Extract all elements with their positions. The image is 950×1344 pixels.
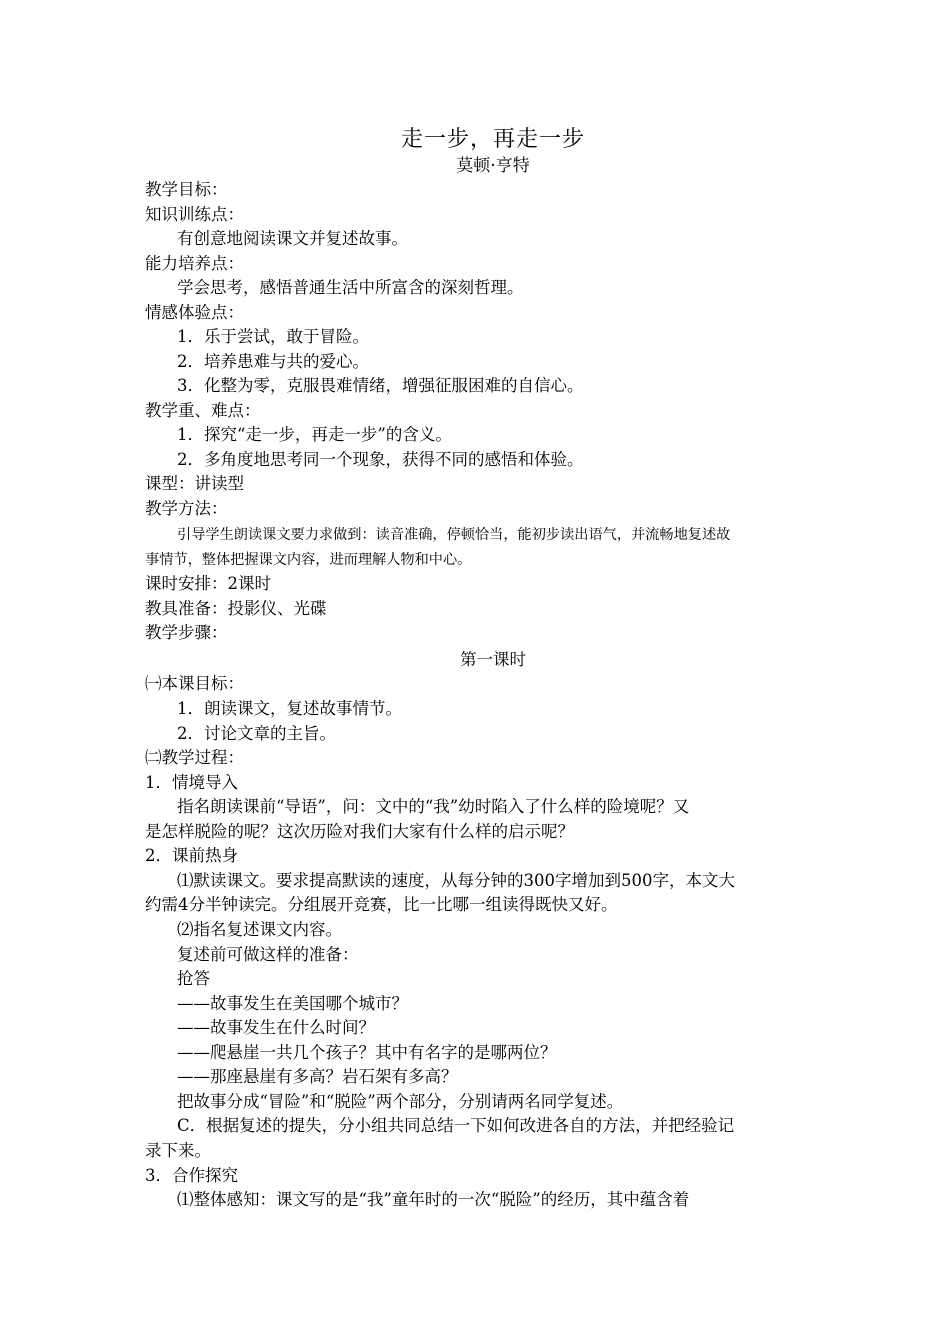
text-line: 指名朗读课前“导语”，问：文中的“我”幼时陷入了什么样的险境呢？又 <box>177 797 690 816</box>
text-line: 课时安排：2课时 <box>145 574 271 593</box>
text-line: ——故事发生在美国哪个城市？ <box>177 994 408 1013</box>
text-line: ——爬悬崖一共几个孩子？其中有名字的是哪两位？ <box>177 1043 557 1062</box>
text-line: 抢答 <box>177 969 210 988</box>
document-title: 走一步，再走一步 <box>400 127 585 152</box>
document-author: 莫顿·亨特 <box>456 156 530 176</box>
text-line: 复述前可做这样的准备： <box>177 945 359 964</box>
text-line: 教学步骤： <box>145 623 228 642</box>
text-line: 2．课前热身 <box>145 846 238 865</box>
text-line: C．根据复述的提失，分小组共同总结一下如何改进各自的方法，并把经验记 <box>177 1116 735 1135</box>
text-line: 事情节，整体把握课文内容，进而理解人物和中心。 <box>145 552 472 568</box>
text-line: 1．朗读课文，复述故事情节。 <box>177 699 402 718</box>
text-line: 约需4分半钟读完。分组展开竞赛，比一比哪一组读得既快又好。 <box>145 895 618 914</box>
text-line: 引导学生朗读课文要力求做到：读音准确，停顿恰当，能初步读出语气，并流畅地复述故 <box>177 527 731 543</box>
text-line: ——故事发生在什么时间？ <box>177 1018 375 1037</box>
text-line: ⑴整体感知：课文写的是“我”童年时的一次“脱险”的经历，其中蕴含着 <box>177 1190 690 1209</box>
text-line: 教学重、难点： <box>145 401 261 420</box>
text-line: 1．探究“走一步，再走一步”的含义。 <box>177 425 452 444</box>
text-line: 能力培养点： <box>145 254 244 273</box>
text-line: 课型：讲读型 <box>145 474 244 493</box>
text-line: 教具准备：投影仪、光碟 <box>145 599 327 618</box>
text-line: 2．培养患难与共的爱心。 <box>177 352 369 371</box>
text-line: 3．合作探究 <box>145 1166 238 1185</box>
text-line: 1．情境导入 <box>145 773 238 792</box>
text-line: 3．化整为零，克服畏难情绪，增强征服困难的自信心。 <box>177 376 584 395</box>
text-line: 学会思考，感悟普通生活中所富含的深刻哲理。 <box>177 278 524 297</box>
text-line: ㈠本课目标： <box>145 674 244 693</box>
text-line: 第一课时 <box>460 650 526 669</box>
text-line: 1．乐于尝试，敢于冒险。 <box>177 327 369 346</box>
text-line: 有创意地阅读课文并复述故事。 <box>177 229 408 248</box>
text-line: 教学目标： <box>145 180 228 199</box>
text-line: 知识训练点： <box>145 205 244 224</box>
text-line: 2．多角度地思考同一个现象，获得不同的感悟和体验。 <box>177 450 584 469</box>
text-line: 教学方法： <box>145 499 228 518</box>
text-line: ㈡教学过程： <box>145 748 244 767</box>
text-line: 录下来。 <box>145 1141 211 1160</box>
text-line: ⑵指名复述课文内容。 <box>177 920 342 939</box>
text-line: 情感体验点： <box>145 303 244 322</box>
text-line: ⑴默读课文。要求提高默读的速度，从每分钟的300字增加到500字，本文大 <box>177 871 735 890</box>
text-line: 是怎样脱险的呢？这次历险对我们大家有什么样的启示呢？ <box>145 822 574 841</box>
text-line: 把故事分成“冒险”和“脱险”两个部分，分别请两名同学复述。 <box>177 1092 624 1111</box>
text-line: ——那座悬崖有多高？岩石架有多高？ <box>177 1067 458 1086</box>
text-line: 2．讨论文章的主旨。 <box>177 724 336 743</box>
